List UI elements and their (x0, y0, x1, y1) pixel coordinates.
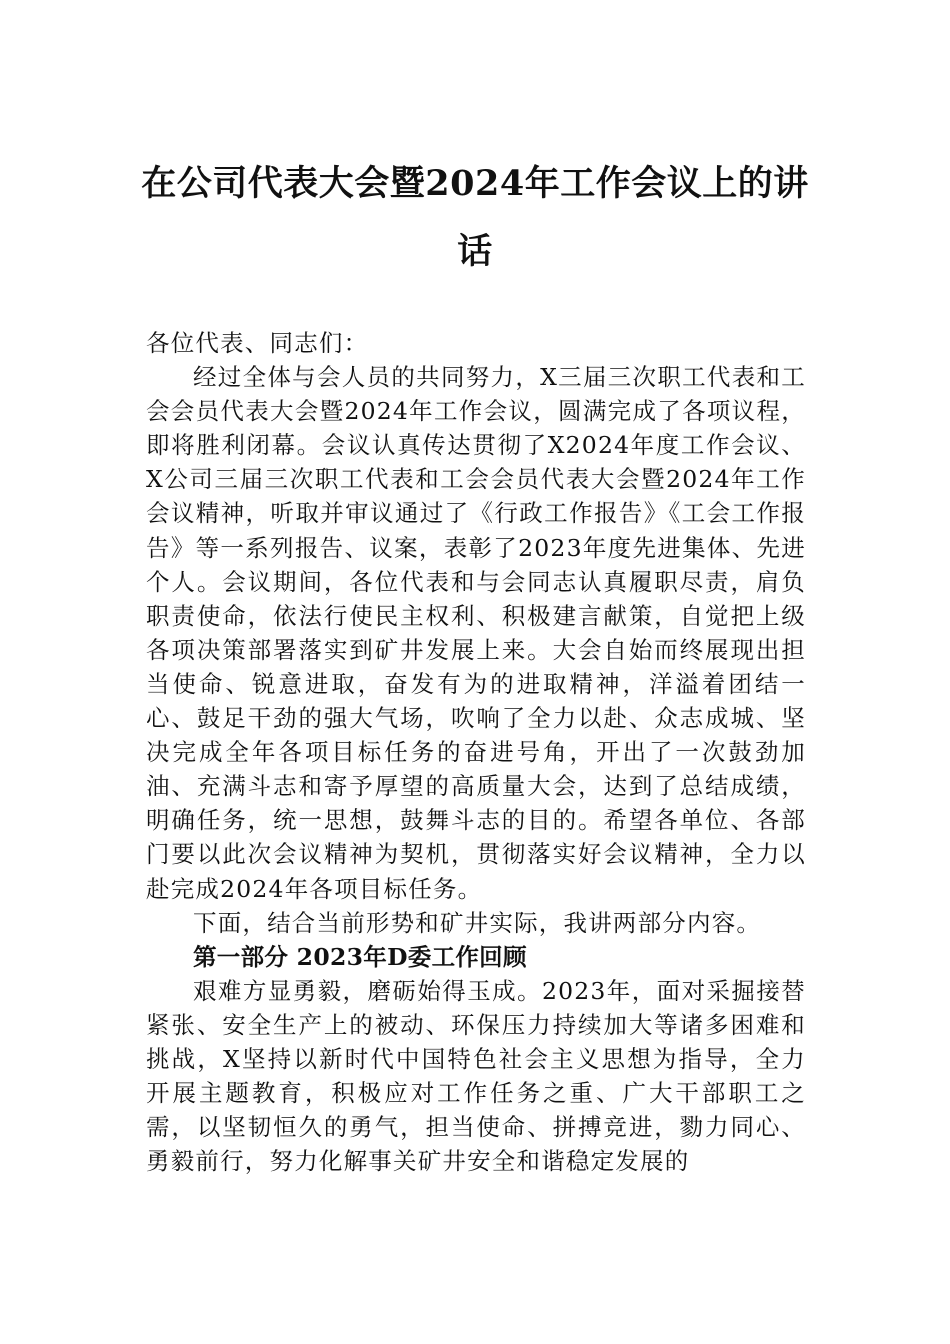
salutation: 各位代表、同志们： (146, 329, 369, 357)
paragraph-outline: 下面，结合当前形势和矿井实际，我讲两部分内容。 (193, 908, 762, 937)
paragraph-section-1: 艰难方显勇毅，磨砺始得玉成。2023年，面对采掘接替紧张、安全生产上的被动、环保压力持续加大等诸多困难和挑战，X坚持以新时代中国特色社会主义思想为指导，全力开展主题教育，积极应对工作任务之重、广大干部职工之需，以坚韧恒久的勇气，担当使命、拼搏竞进，勠力同心、勇毅前行，努力化解事关矿井安全和谐稳定发展的 (146, 976, 806, 1176)
title-line-1: 在公司代表大会暨2024年工作会议上的讲 (141, 163, 809, 204)
document-body (146, 326, 806, 1178)
document-title (140, 150, 810, 286)
section-heading: 第一部分 2023年D委工作回顾 (193, 942, 527, 971)
paragraph-intro: 经过全体与会人员的共同努力，X三届三次职工代表和工会会员代表大会暨2024年工作会议，圆满完成了各项议程，即将胜利闭幕。会议认真传达贯彻了X2024年度工作会议、X公司三届三次职工代表和工会会员代表大会暨2024年工作会议精神，听取并审议通过了《行政工作报告》《工会工作报告》等一系列报告、议案，表彰了2023年度先进集体、先进个人。会议期间，各位代表和与会同志认真履职尽责，肩负职责使命，依法行使民主权利、积极建言献策，自觉把上级各项决策部署落实到矿井发展上来。大会自始而终展现出担当使命、锐意进取，奋发有为的进取精神，洋溢着团结一心、鼓足干劲的强大气场，吹响了全力以赴、众志成城、坚决完成全年各项目标任务的奋进号角，开出了一次鼓劲加油、充满斗志和寄予厚望的高质量大会，达到了总结成绩，明确任务，统一思想，鼓舞斗志的目的。希望各单位、各部门要以此次会议精神为契机，贯彻落实好会议精神，全力以赴完成2024年各项目标任务。 (146, 363, 806, 903)
title-line-2: 话 (457, 231, 493, 272)
